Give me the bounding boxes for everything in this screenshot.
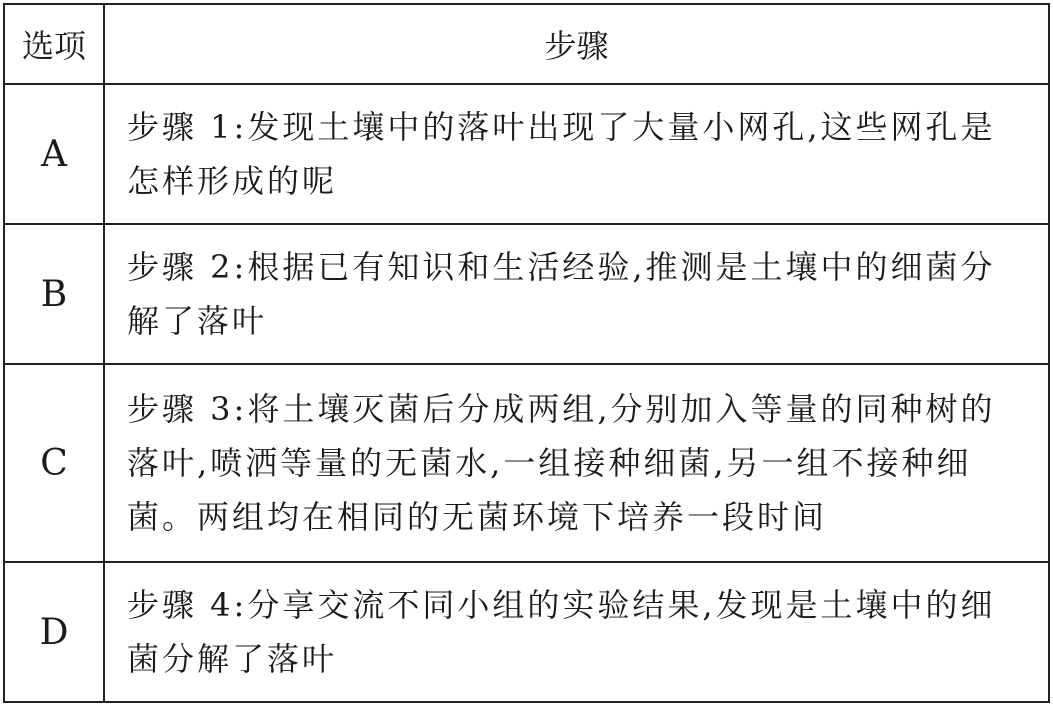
step-text: 步骤 1:发现土壤中的落叶出现了大量小网孔,这些网孔是怎样形成的呢 <box>104 84 1049 224</box>
step-text: 步骤 3:将土壤灭菌后分成两组,分别加入等量的同种树的落叶,喷洒等量的无菌水,一组接种细菌,另一组不接种细菌。两组均在相同的无菌环境下培养一段时间 <box>104 364 1049 562</box>
option-label: B <box>4 224 104 364</box>
table-row <box>4 224 1049 364</box>
table-row <box>4 364 1049 562</box>
header-row <box>4 4 1049 84</box>
step-text: 步骤 4:分享交流不同小组的实验结果,发现是土壤中的细菌分解了落叶 <box>104 562 1049 702</box>
step-text: 步骤 2:根据已有知识和生活经验,推测是土壤中的细菌分解了落叶 <box>104 224 1049 364</box>
header-step: 步骤 <box>104 4 1049 84</box>
question-table <box>3 3 1050 703</box>
header-option: 选项 <box>4 4 104 84</box>
option-label: C <box>4 364 104 562</box>
option-label: A <box>4 84 104 224</box>
table-row <box>4 84 1049 224</box>
option-label: D <box>4 562 104 702</box>
table-row <box>4 562 1049 702</box>
